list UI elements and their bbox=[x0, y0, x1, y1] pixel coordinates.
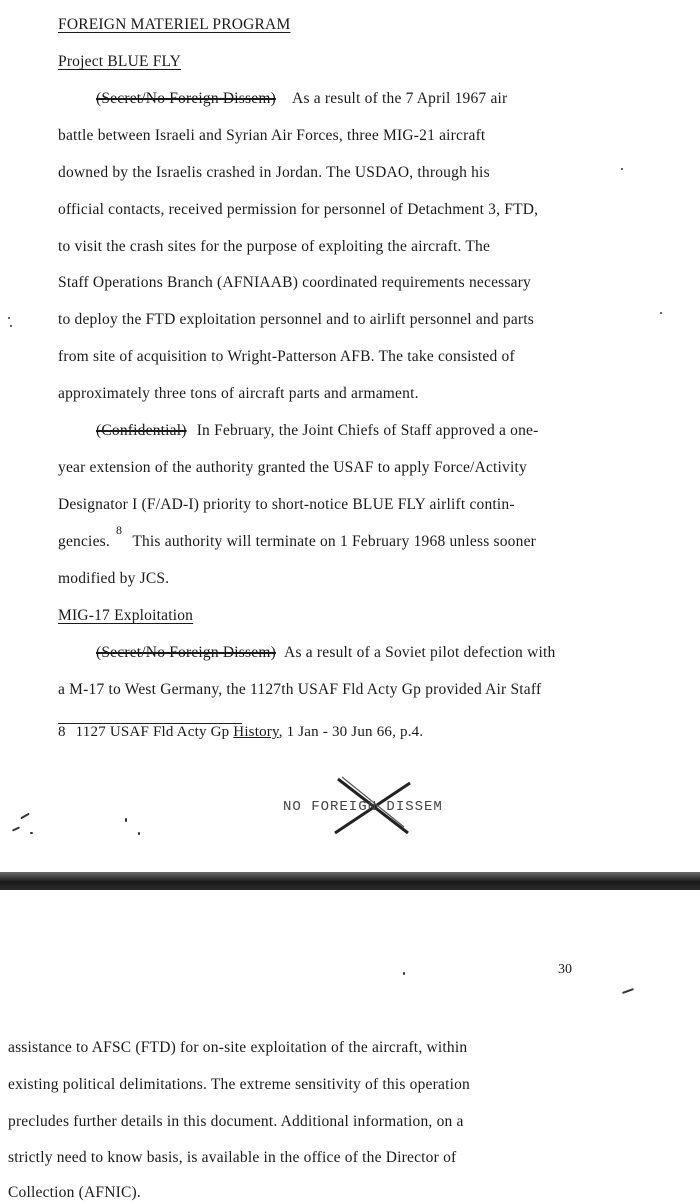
para3-line-1: (Secret/No Foreign Dissem) As a result of a Soviet pilot defection with bbox=[96, 644, 556, 661]
program-title: FOREIGN MATERIEL PROGRAM bbox=[58, 16, 291, 33]
para2-line-3: Designator I (F/AD-I) priority to short-notice BLUE FLY airlift contin- bbox=[58, 496, 515, 513]
para1-line-1: (Secret/No Foreign Dissem) As a result of the 7 April 1967 air bbox=[96, 90, 508, 107]
project-title: Project BLUE FLY bbox=[58, 53, 182, 70]
next-page-line-1: assistance to AFSC (FTD) for on-site exploitation of the aircraft, within bbox=[8, 1039, 468, 1056]
footnote-number: 8 bbox=[58, 724, 66, 740]
scan-speck bbox=[12, 826, 20, 831]
scan-speck bbox=[403, 972, 405, 975]
scan-speck bbox=[138, 832, 140, 835]
para2-line-4: gencies. $^8$ This authority will terminate on 1 February 1968 unless sooner bbox=[58, 523, 537, 550]
next-page-line-4: strictly need to know basis, is available in the office of the Director of bbox=[8, 1149, 457, 1166]
para3-line-2: a M-17 to West Germany, the 1127th USAF Fld Acty Gp provided Air Staff bbox=[58, 681, 542, 698]
para1-line-9: approximately three tons of aircraft parts and armament. bbox=[58, 385, 419, 402]
next-page bbox=[0, 890, 700, 1204]
page-separator bbox=[0, 872, 700, 890]
next-page-line-2: existing political delimitations. The extreme sensitivity of this operation bbox=[8, 1076, 470, 1093]
scan-speck bbox=[8, 317, 10, 319]
scan-speck bbox=[125, 818, 127, 822]
mig17-heading: MIG-17 Exploitation bbox=[58, 607, 194, 624]
para2-line-6: modified by JCS. bbox=[58, 570, 170, 587]
next-page-line-5: Collection (AFNIC). bbox=[8, 1184, 141, 1201]
scan-speck bbox=[30, 832, 33, 834]
para1-line-8: from site of acquisition to Wright-Patterson AFB. The take consisted of bbox=[58, 348, 515, 365]
para1-line-3: downed by the Israelis crashed in Jordan. The USDAO, through his bbox=[58, 164, 490, 181]
scan-speck bbox=[20, 813, 30, 820]
footnote: 8 1127 USAF Fld Acty Gp History, 1 Jan - 30 Jun 66, p.4. bbox=[58, 724, 424, 740]
scan-speck bbox=[621, 168, 623, 170]
para1-line-2: battle between Israeli and Syrian Air Forces, three MIG-21 aircraft bbox=[58, 127, 486, 144]
para2-line-1: (Confidential) In February, the Joint Chiefs of Staff approved a one- bbox=[96, 422, 539, 439]
scan-speck bbox=[660, 312, 662, 314]
page-number: 30 bbox=[558, 962, 572, 977]
para1-classification: (Secret/No Foreign Dissem) bbox=[96, 90, 276, 107]
para2-classification: (Confidential) bbox=[96, 422, 187, 439]
para1-line-7: to deploy the FTD exploitation personnel and to airlift personnel and parts bbox=[58, 311, 535, 328]
para1-line-6: Staff Operations Branch (AFNIAAB) coordinated requirements necessary bbox=[58, 274, 532, 291]
para3-classification: (Secret/No Foreign Dissem) bbox=[96, 644, 276, 661]
stamp-text: NO FOREIGN DISSEM bbox=[283, 799, 443, 815]
scan-speck bbox=[622, 988, 634, 994]
para1-line-4: official contacts, received permission for personnel of Detachment 3, FTD, bbox=[58, 201, 539, 218]
footnote-ref: 8 bbox=[116, 523, 123, 537]
next-page-line-3: precludes further details in this document. Additional information, on a bbox=[8, 1113, 464, 1130]
para2-line-2: year extension of the authority granted the USAF to apply Force/Activity bbox=[58, 459, 527, 476]
noforn-stamp bbox=[280, 775, 480, 837]
para1-line-5: to visit the crash sites for the purpose of exploiting the aircraft. The bbox=[58, 238, 491, 255]
scan-speck bbox=[10, 325, 12, 327]
